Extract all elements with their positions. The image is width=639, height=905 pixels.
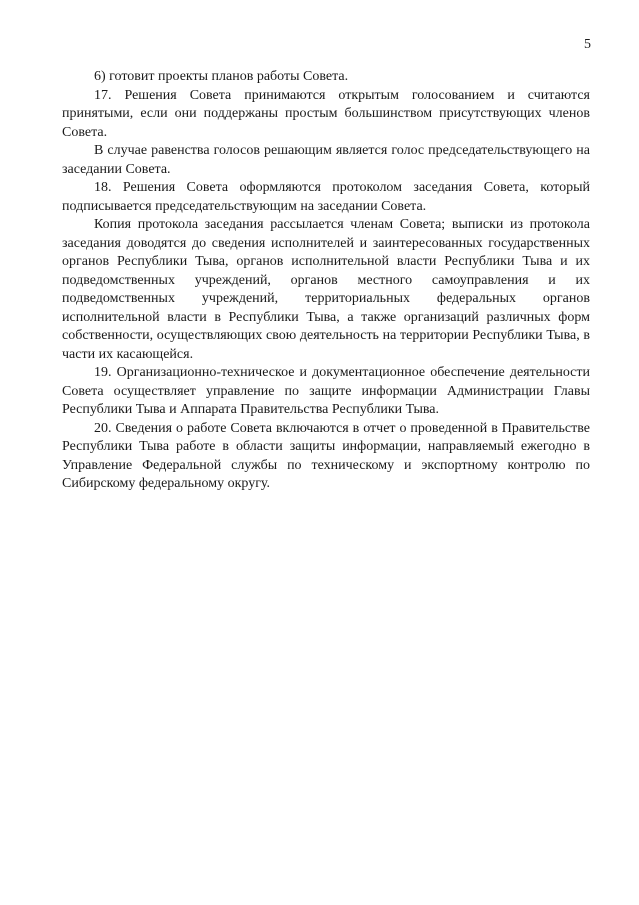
paragraph-clause-19: 19. Организационно-техническое и документационное обеспечение деятельности Совета осуществляет управление по защите информации Администрации Главы Республики Тыва и Аппарата Правительства Республики Тыва. bbox=[62, 365, 590, 417]
paragraph-clause-18: 18. Решения Совета оформляются протоколом заседания Совета, который подписывается председательствующим на заседании Совета. bbox=[62, 180, 590, 214]
paragraph-clause-17: 17. Решения Совета принимаются открытым голосованием и считаются принятыми, если они поддержаны простым большинством присутствующих членов Совета. bbox=[62, 87, 590, 140]
paragraph-protocol-copy: Копия протокола заседания рассылается членам Совета; выписки из протокола заседания доводятся до сведения исполнителей и заинтересованных государственных органов Республики Тыва, органов исполнительной власти Республики Тыва и их подведомственных учреждений, органов местного самоуправления и их подведомственных учреждений, территориальных федеральных органов исполнительной власти в Республики Тыва, а также организаций различных форм собственности, осуществляющих свою деятельность на территории Республики Тыва, в части их касающейся. bbox=[62, 217, 590, 362]
document-body bbox=[62, 68, 590, 494]
page-number: 5 bbox=[584, 37, 591, 52]
paragraph-item-6: 6) готовит проекты планов работы Совета. bbox=[94, 69, 349, 84]
paragraph-clause-20: 20. Сведения о работе Совета включаются в отчет о проведенной в Правительстве Республики Тыва работе в области защиты информации, направляемый ежегодно в Управление Федеральной службы по техническому и экспортному контролю по Сибирскому федеральному округу. bbox=[62, 420, 590, 491]
paragraph-tie-vote: В случае равенства голосов решающим является голос председательствующего на заседании Совета. bbox=[62, 143, 590, 177]
